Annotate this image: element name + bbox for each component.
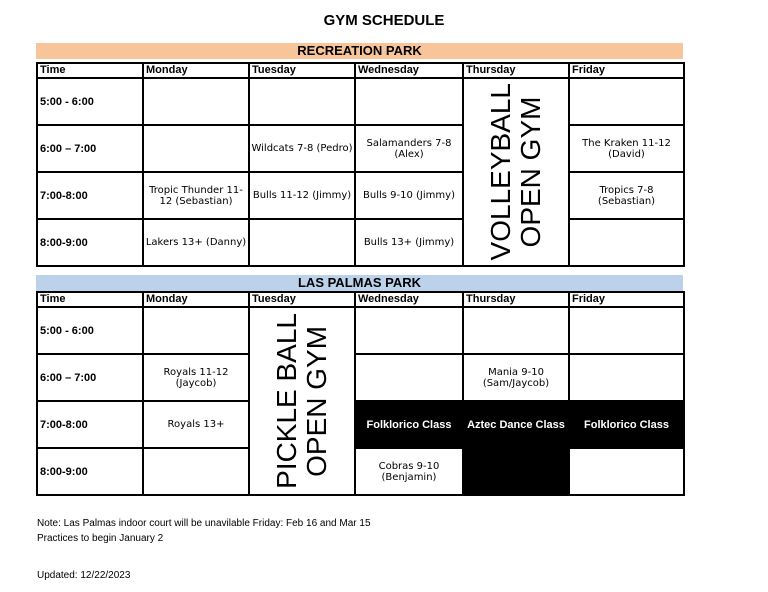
las-palmas-park-schedule xyxy=(36,291,685,496)
table-row xyxy=(37,307,684,354)
schedule-cell: Bulls 11-12 (Jimmy) xyxy=(249,172,355,219)
schedule-cell xyxy=(249,78,355,125)
schedule-cell: Mania 9-10 (Sam/Jaycob) xyxy=(463,354,569,401)
col-header-friday: Friday xyxy=(569,292,684,307)
schedule-cell xyxy=(355,307,463,354)
volleyball-open-gym-label: VOLLEYBALL OPEN GYM xyxy=(485,83,546,261)
schedule-cell: Tropics 7-8 (Sebastian) xyxy=(569,172,684,219)
schedule-cell xyxy=(143,448,249,495)
schedule-cell: Wildcats 7-8 (Pedro) xyxy=(249,125,355,172)
col-header-thursday: Thursday xyxy=(463,292,569,307)
col-header-time: Time xyxy=(37,63,143,78)
folklorico-class-cell: Folklorico Class xyxy=(355,401,463,448)
schedule-cell xyxy=(569,354,684,401)
schedule-cell xyxy=(143,78,249,125)
col-header-friday: Friday xyxy=(569,63,684,78)
schedule-cell: Royals 11-12 (Jaycob) xyxy=(143,354,249,401)
time-slot: 7:00-8:00 xyxy=(37,172,143,219)
recreation-park-header: RECREATION PARK xyxy=(36,43,683,59)
folklorico-class-cell: Folklorico Class xyxy=(569,401,684,448)
schedule-cell: The Kraken 11-12 (David) xyxy=(569,125,684,172)
schedule-cell: Bulls 9-10 (Jimmy) xyxy=(355,172,463,219)
table-row xyxy=(37,125,684,172)
schedule-cell xyxy=(249,219,355,266)
time-slot: 5:00 - 6:00 xyxy=(37,307,143,354)
col-header-wednesday: Wednesday xyxy=(355,63,463,78)
table-row xyxy=(37,354,684,401)
schedule-cell: Tropic Thunder 11-12 (Sebastian) xyxy=(143,172,249,219)
col-header-monday: Monday xyxy=(143,292,249,307)
time-slot: 6:00 – 7:00 xyxy=(37,354,143,401)
header-row xyxy=(37,63,684,78)
table-row xyxy=(37,219,684,266)
recreation-park-schedule xyxy=(36,62,685,267)
time-slot: 8:00-9:00 xyxy=(37,448,143,495)
practice-start-note: Practices to begin January 2 xyxy=(37,533,164,544)
schedule-cell xyxy=(143,307,249,354)
schedule-cell xyxy=(355,354,463,401)
schedule-cell: Salamanders 7-8 (Alex) xyxy=(355,125,463,172)
time-slot: 6:00 – 7:00 xyxy=(37,125,143,172)
updated-date: Updated: 12/22/2023 xyxy=(37,570,131,581)
schedule-cell xyxy=(355,78,463,125)
schedule-cell xyxy=(569,219,684,266)
time-slot: 8:00-9:00 xyxy=(37,219,143,266)
col-header-monday: Monday xyxy=(143,63,249,78)
schedule-cell xyxy=(569,307,684,354)
table-row xyxy=(37,448,684,495)
schedule-cell xyxy=(569,448,684,495)
schedule-cell: Lakers 13+ (Danny) xyxy=(143,219,249,266)
table-row xyxy=(37,78,684,125)
table-row xyxy=(37,172,684,219)
time-slot: 7:00-8:00 xyxy=(37,401,143,448)
schedule-cell xyxy=(463,307,569,354)
aztec-dance-class-cell: Aztec Dance Class xyxy=(463,401,569,448)
header-row xyxy=(37,292,684,307)
time-slot: 5:00 - 6:00 xyxy=(37,78,143,125)
schedule-cell xyxy=(143,125,249,172)
pickle-ball-open-gym-cell xyxy=(249,307,355,495)
schedule-cell: Royals 13+ xyxy=(143,401,249,448)
col-header-thursday: Thursday xyxy=(463,63,569,78)
col-header-time: Time xyxy=(37,292,143,307)
schedule-cell: Cobras 9-10 (Benjamin) xyxy=(355,448,463,495)
col-header-wednesday: Wednesday xyxy=(355,292,463,307)
las-palmas-park-header: LAS PALMAS PARK xyxy=(36,275,683,291)
page-title: GYM SCHEDULE xyxy=(323,12,445,29)
schedule-cell xyxy=(569,78,684,125)
volleyball-open-gym-cell xyxy=(463,78,569,266)
court-unavailable-note: Note: Las Palmas indoor court will be unavilable Friday: Feb 16 and Mar 15 xyxy=(37,518,371,529)
schedule-cell-dark xyxy=(463,448,569,495)
schedule-cell: Bulls 13+ (Jimmy) xyxy=(355,219,463,266)
table-row xyxy=(37,401,684,448)
pickle-ball-open-gym-label: PICKLE BALL OPEN GYM xyxy=(271,313,332,489)
col-header-tuesday: Tuesday xyxy=(249,63,355,78)
col-header-tuesday: Tuesday xyxy=(249,292,355,307)
